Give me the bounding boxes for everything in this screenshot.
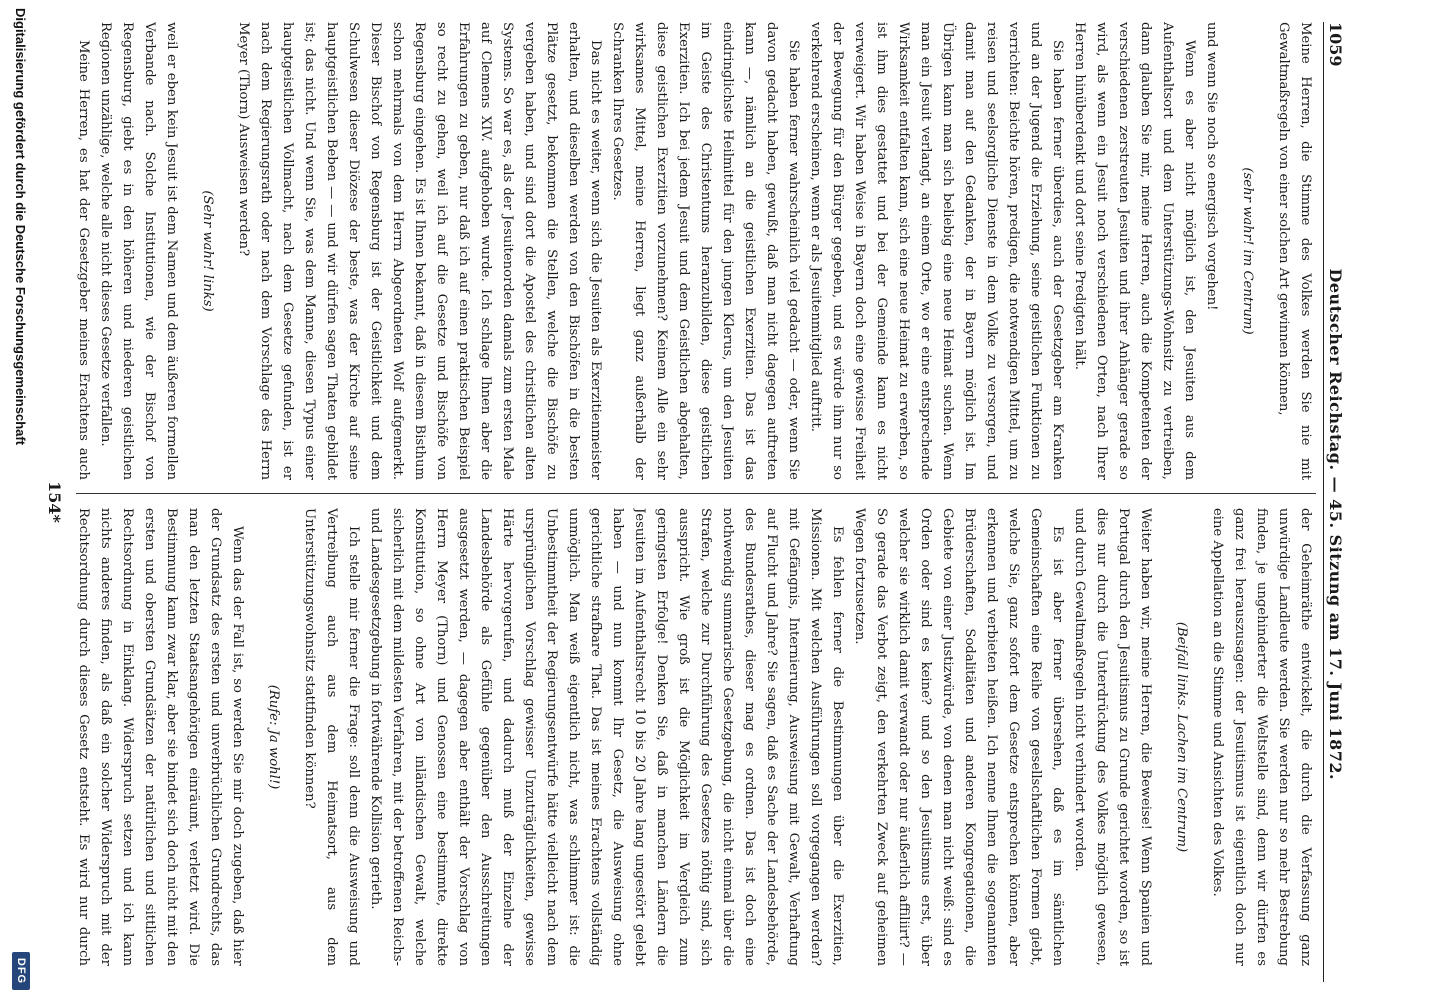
- footer-page-mark: 154*: [45, 481, 64, 523]
- credit-text: Digitalisierung gefördert durch die Deutsche Forschungsgemeinschaft: [13, 8, 28, 446]
- paragraph: Ich stelle mir ferner die Frage: soll denn die Ausweisung und Vertreibung auch aus dem Heimatsort, aus dem Unterstützungswohnsitz stattfinden können?: [302, 508, 361, 966]
- stage-direction: (Rufe: Ja wohl!): [266, 684, 281, 790]
- paragraph: Meine Herren, es hat der Gesetzgeber meines Erachtens auch: [76, 40, 91, 480]
- paragraph: Es fehlen ferner die Bestimmungen über die Exerzitien, Missionen. Mit welchen Ausführungen soll vorgegangen werden? mit Gefängnis, Internierung, Ausweisung mit Gewalt, Verhaftung auf Flucht und Jahre? Sie sagen, daß es Sache der Landesbehörde, des Bundesrathes, dieser mag es ordnen. Das ist doch eine nothwendig summarische Gesetzgebung, die nicht einmal über die Strafen, welche zur Durchführung des Gesetzes nöthig sind, sich ausspricht. Wie groß ist die Möglichkeit im Vergleich zum geringsten Erfolge! Denken Sie, daß in manchen Ländern die Jesuiten im Aufenthaltsrecht 10 bis 20 Jahre lang ungestört gelebt haben — und nun kommt Ihr Gesetz, die Ausweisung ohne gerichtliche strafbare That. Das ist meines Erachtens vollständig unmöglich. Man weiß eigentlich nicht, was schlimmer ist: die Unbestimmtheit der Regierungsentwürfe hätte vielleicht nach dem ursprünglichen Vorschlag gewisser Unzuträglichkeiten, gewisse Härte hervorgerufen, und dadurch muß der Einzelne der Landesbehörde als Gefühle gegenüber den Ausschreitungen ausgesetzt werden, — dagegen aber enthält der Vorschlag von Herrn Meyer (Thorn) und Genossen eine bestimmte, direkte Konstitution, so ohne Art von inländischen Gewalt, welche sicherlich mit dem mildesten Verfahren, mit der betroffenen Reichs- und Landesgesetzgebung in fortwährende Kollision gerieth.: [368, 508, 845, 966]
- page-header-title: Deutscher Reichstag. — 45. Sitzung am 17. Juni 1872.: [1326, 268, 1345, 781]
- paragraph: weil er eben kein Jesuit ist dem Namen und dem äußeren formellen Verbande nach. Solche Institutionen, wie der Bischof von Regensburg, giebt es in den höheren und niederen geistlichen Regionen unzählige, welche alle nicht dieses Gesetze verfallen.: [98, 22, 179, 480]
- paragraph: Weiter haben wir, meine Herren, die Beweise! Wenn Spanien und Portugal durch den Jesuitismus zu Grunde gerichtet worden, so ist dies nur durch die Unterdrückung des Volkes möglich gewesen, und durch Gewaltmaßregeln nicht verhindert worden.: [1072, 508, 1153, 966]
- paragraph: Meine Herren, die Stimme des Volkes werden Sie nie mit Gewaltmaßregeln von einer solchen Art gewinnen können,: [1276, 22, 1313, 480]
- paragraph: Das nicht es weiter, wenn sich die Jesuiten als Exerzitienmeister erhalten, und dieselben werden von den Bischöfen in die besten Plätze gesetzt, bekommen die Stellen, welche die Bischöfe zu vergeben haben, und sind dort die Apostel des christlichen alten Systems. So war es, als der Jesuitenorden damals zum ersten Male auf Clemens XIV. aufgehoben wurde. Ich schlage Ihnen aber die Erfahrungen zu geben, nur daß ich auf einen praktischen Beispiel so recht zu gehen, weil ich auf die Gesetze und Bischöfe von Regensburg eingehen. Es ist Ihnen bekannt, daß in diesem Bisthum schon mehrmals von dem Herrn Abgeordneten Wolf aufgemerkt. Dieser Bischof von Regensburg ist der Geistlichkeit und dem Schulwesen dieser Diözese der beste, was der Kirche auf seine hauptgeistlichen Beben — — und wir dürfen sagen Thaten gebildet ist; das nicht. Und wenn Sie, was dem Manne, diesen Typus einer hauptgeistlichen Vollmacht, nach dem Gesetze gefunden, ist er nach dem Regierungsrath oder nach dem Vorschlage des Herrn Meyer (Thorn) Ausweisen werden?: [236, 22, 603, 480]
- paragraph: Sie haben ferner wahrscheinlich viel gedacht — oder, wenn Sie davon gedacht haben, gewußt, daß man nicht dagegen auftreten kann —, nämlich an die geistlichen Exerzitien. Das ist das eindringlichste Heilmittel für den jungen Klerus, um den Jesuiten im Geiste des Christentums heranzubilden, diese geistlichen Exerzitien. Ich bei jedem Jesuit und dem Geistlichen abgehalten, diese geistlichen Exerzitien vorzunehmen? Keinem Alle ein sehr wirksames Mittel, meine Herren, liegt ganz außerhalb der Schranken Ihres Gesetzes.: [610, 22, 801, 480]
- stage-direction: (Beifall links. Lachen im Centrum): [1174, 621, 1189, 853]
- paragraph: Wenn das der Fall ist, so werden Sie mir doch zugeben, daß hier der Grundsatz des ersten und unverbrüchlichen Grundrechts, das man den letzten Staatsangehörigen einräumt, verletzt wird. Die Bestimmung kann zwar klar, aber sie bindet sich doch nicht mit den ersten und obersten Grundsätzen der natürlichen und sittlichen Rechtsordnung in Einklang. Widerspruch setzen und ich kann nichts anderes finden, als daß ein solcher Widerspruch mit der Rechtsordnung durch dieses Gesetz entsteht. Es wird nur durch: [76, 508, 245, 966]
- stage-direction: (sehr wahr! im Centrum): [1240, 167, 1255, 335]
- paragraph: Es ist aber ferner übersehen, daß es im sämtlichen Gemeinschaften eine Reihe von gesellschaftlichen Formen giebt, welche Sie, ganz sofort dem Gesetze entsprechen können, aber erkennen und verbieten heißen. Ich nenne Ihnen die sogenannten Brüderschaften, Sodalitäten und anderen Kongregationen, die Gebiete von einer Justizwürde, von denen man nicht weiß: sind es Orden oder sind es keine? und so den Jesuitismus erst, über welcher sie wirklich damit verwandt oder nur äußerlich affiliirt? — So gerade das Verbot zeigt, den verkehrten Zweck auf geheimen Wegen fortzusetzen.: [852, 508, 1065, 966]
- paragraph: der Geheimräthe entwickelt, die durch die Verfassung ganz unwürdige Landleute werden. Sie werden nur so mehr Bestrebung finden, je ungehinderter die Weltstelle sind, denn wir dürfen es ganz frei herauszusagen: der Jesuitismus ist eigentlich doch nur eine Appellation an die Stimme und Ansichten des Volkes.: [1210, 508, 1313, 966]
- page-number-left: 1059: [1326, 22, 1345, 67]
- stage-direction: (Sehr wahr! links): [200, 190, 215, 312]
- paragraph: Sie haben ferner überdies, auch der Gesetzgeber am Kranken und an der Jugend die Erziehung, seine geistlichen Funktionen zu verrichten: Beichte hören, predigen, die notwendigen Mittel, um zu reisen und seelsorgliche Dienste in dem Volke zu versorgen, und damit man auf den Gedanken, der in Bayern möglich ist. Im Übrigen kann man sich beliebig eine neue Heimat suchen. Wenn man ein Jesuit verlangt, an einem Orte, wo er eine entsprechende Wirksamkeit entfalten kann, sich eine neue Heimat zu erwerben, so ist ihm dies gestattet und bei der Gemeinde kann es nicht verweigert. Wir haben Weise in Bayern doch eine gewisse Freiheit der Bewegung für den Bürger gegeben, und es würde ihm nur so verkehrend erscheinen, wenn er als Jesuitenmitglied auftritt.: [808, 22, 1065, 480]
- paragraph: und wenn Sie noch so energisch vorgehen!: [1204, 22, 1219, 311]
- dfg-logo: DFG: [12, 952, 30, 990]
- paragraph: Wenn es aber nicht möglich ist, den Jesuiten aus dem Aufenthaltsort und dem Unterstützungs-Wohnsitz zu vertreiben, dann glauben Sie mir, meine Herren, auch die Kompetenten der verschiedenen zerstreuten Jesuiten und ihrer Anhänger gerade so wird, als wenn ein Jesuit noch verschiedenen Orten, nach Ihrer Herren hinüberdenkt und dort seine Predigten hält.: [1072, 22, 1197, 480]
